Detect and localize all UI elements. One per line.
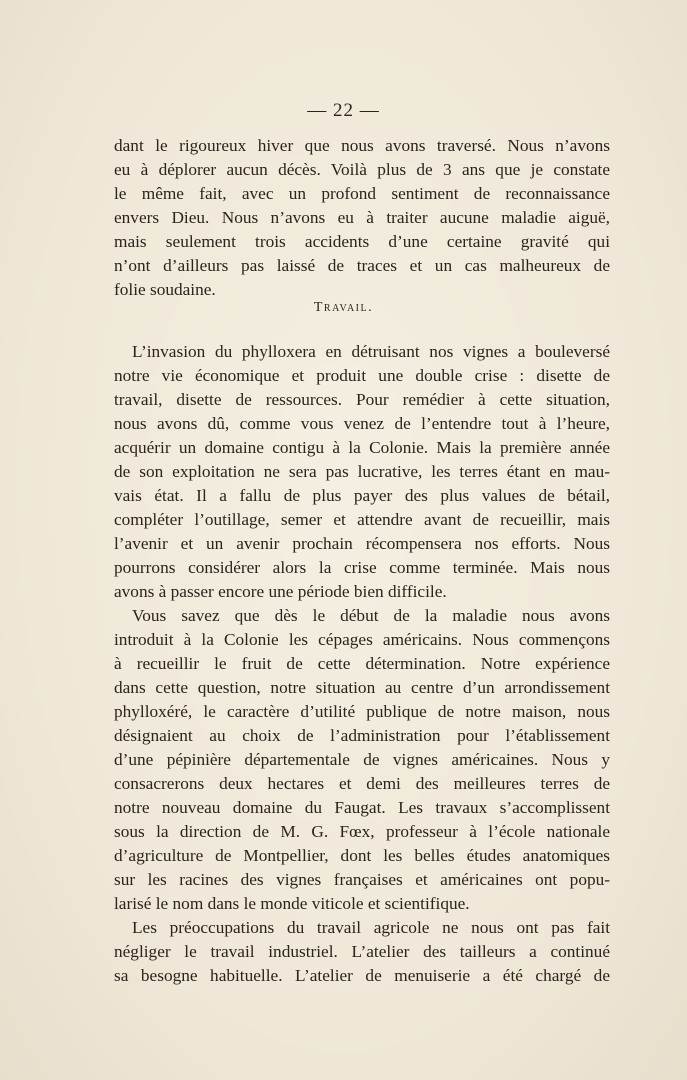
text-line: pourrons considérer alors la crise comme terminée. Mais nous [114,558,610,577]
text-line: vais état. Il a fallu de plus payer des plus values de bétail, [114,486,610,505]
text-line: dans cette question, notre situation au centre d’un arrondissement [114,678,610,697]
text-line: à recueillir le fruit de cette détermination. Notre expérience [114,654,610,673]
text-line: notre vie économique et produit une double crise : disette de [114,366,610,385]
text-line: désignaient au choix de l’administration pour l’établissement [114,726,610,745]
text-line: Vous savez que dès le début de la maladie nous avons [132,606,610,625]
text-line: d’agriculture de Montpellier, dont les belles études anatomiques [114,846,610,865]
text-line: folie soudaine. [114,280,216,299]
text-line: sa besogne habituelle. L’atelier de menuiserie a été chargé de [114,966,610,985]
text-line: larisé le nom dans le monde viticole et scientifique. [114,894,470,913]
text-line: notre nouveau domaine du Faugat. Les travaux s’accomplissent [114,798,610,817]
text-line: sous la direction de M. G. Fœx, professeur à l’école nationale [114,822,610,841]
text-line: sur les racines des vignes françaises et américaines ont popu- [114,870,610,889]
text-line: Les préoccupations du travail agricole ne nous ont pas fait [132,918,610,937]
text-line: compléter l’outillage, semer et attendre avant de recueillir, mais [114,510,610,529]
text-line: introduit à la Colonie les cépages américains. Nous commençons [114,630,610,649]
text-line: eu à déplorer aucun décès. Voilà plus de 3 ans que je constate [114,160,610,179]
paragraph-cepages [114,604,610,916]
text-line: phylloxéré, le caractère d’utilité publique de notre maison, nous [114,702,610,721]
text-line: mais seulement trois accidents d’une certaine gravité qui [114,232,610,251]
paragraph-continued [114,134,610,302]
text-line: n’ont d’ailleurs pas laissé de traces et un cas malheureux de [114,256,610,275]
text-line: travail, disette de ressources. Pour remédier à cette situation, [114,390,610,409]
paragraph-phylloxera [114,340,610,604]
text-line: le même fait, avec un profond sentiment de reconnaissance [114,184,610,203]
text-line: avons à passer encore une période bien difficile. [114,582,447,601]
text-line: nous avons dû, comme vous venez de l’entendre tout à l’heure, [114,414,610,433]
text-line: d’une pépinière départementale de vignes américaines. Nous y [114,750,610,769]
text-line: négliger le travail industriel. L’atelier des tailleurs a continué [114,942,610,961]
body-text [114,340,610,988]
text-line: L’invasion du phylloxera en détruisant nos vignes a bouleversé [132,342,610,361]
section-heading: Travail. [313,300,374,315]
text-line: dant le rigoureux hiver que nous avons traversé. Nous n’avons [114,136,610,155]
text-line: de son exploitation ne sera pas lucrative, les terres étant en mau- [114,462,610,481]
text-line: l’avenir et un avenir prochain récompensera nos efforts. Nous [114,534,610,553]
page-number: — 22 — [307,100,380,121]
text-line: consacrerons deux hectares et demi des meilleures terres de [114,774,610,793]
text-line: envers Dieu. Nous n’avons eu à traiter aucune maladie aiguë, [114,208,610,227]
paragraph-travail-industriel [114,916,610,988]
text-line: acquérir un domaine contigu à la Colonie. Mais la première année [114,438,610,457]
